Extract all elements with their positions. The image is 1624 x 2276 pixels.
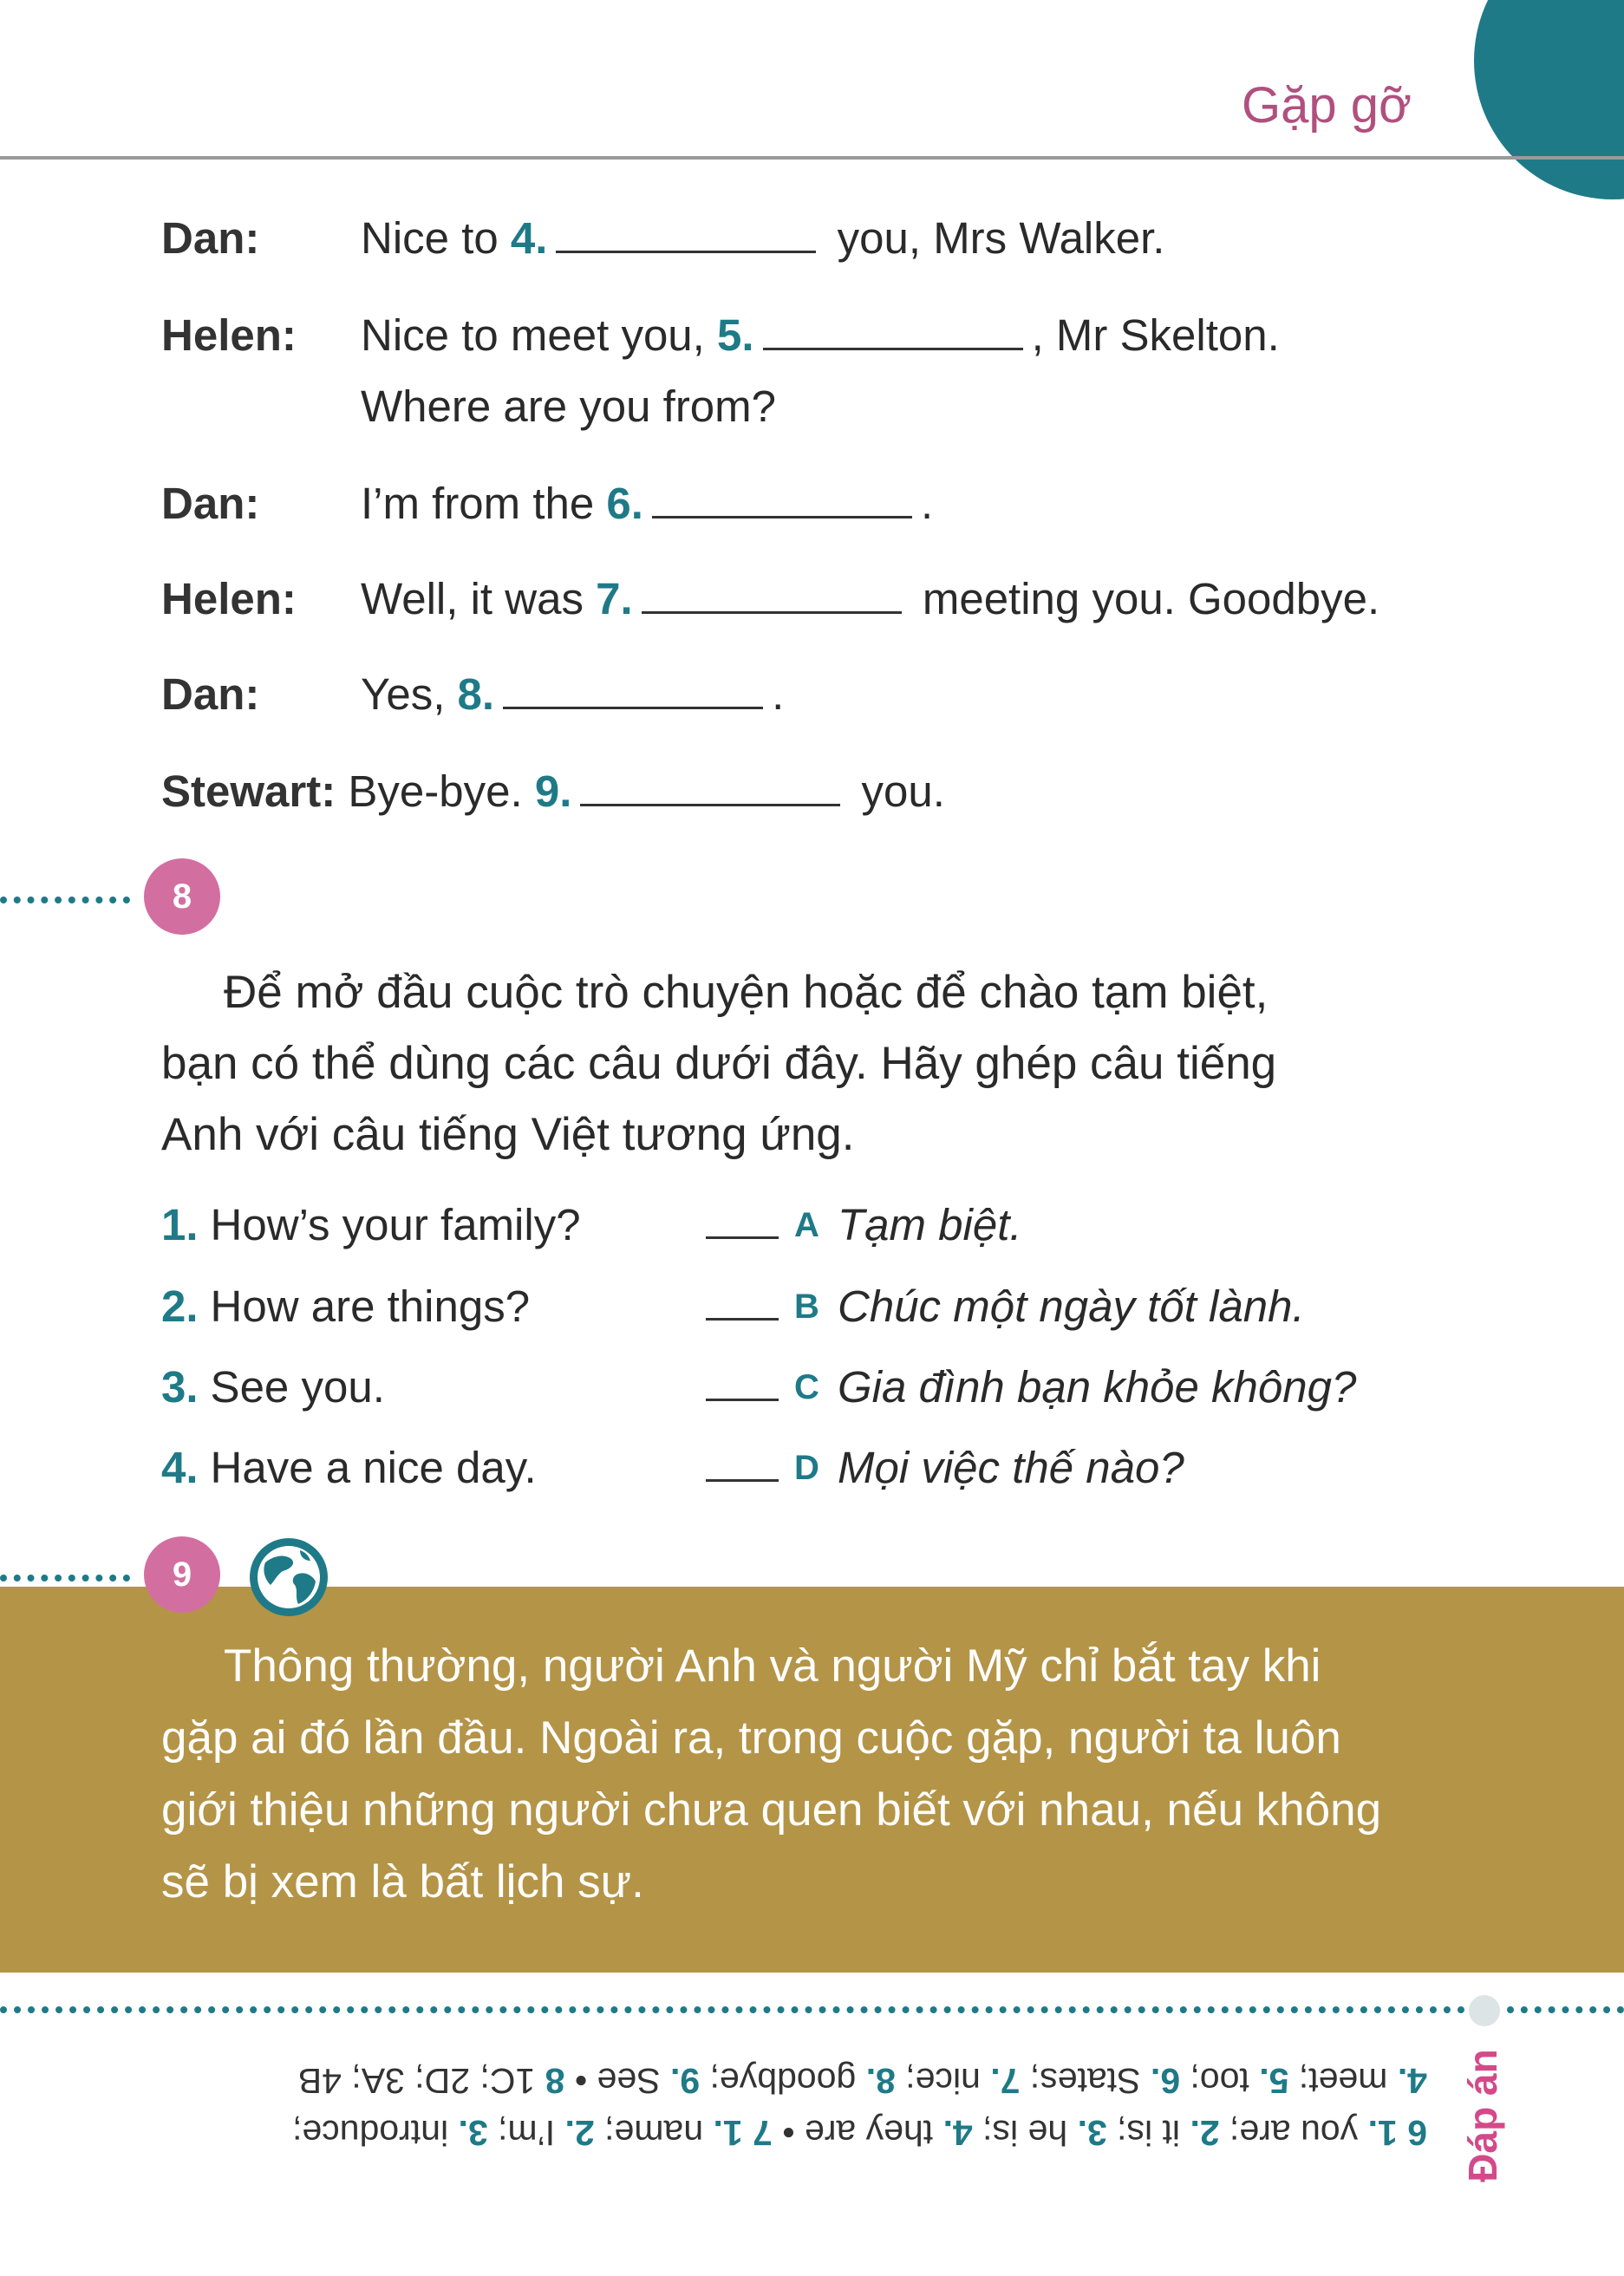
- answer-number: 4.: [942, 2113, 973, 2153]
- match-letter: D: [794, 1449, 819, 1487]
- answer-line: [248, 2055, 1427, 2107]
- tip-line: giới thiệu những người chưa quen biết với nhau, nếu không: [161, 1784, 1382, 1836]
- match-english: How’s your family?: [210, 1200, 581, 1249]
- answer-text: meet;: [1288, 2061, 1398, 2101]
- match-number: 3.: [161, 1362, 199, 1412]
- match-vietnamese: Tạm biệt.: [838, 1200, 1022, 1249]
- tip-line-text: Thông thường, người Anh và người Mỹ chỉ bắt tay khi: [224, 1640, 1321, 1692]
- answer-number: 8: [545, 2061, 565, 2101]
- instruction-text: Để mở đầu cuộc trò chuyện hoặc để chào tạm biệt,: [224, 967, 1269, 1018]
- dialogue-line: [161, 564, 1379, 635]
- match-blank[interactable]: [706, 1479, 779, 1482]
- dialogue-speaker: Dan:: [161, 479, 260, 528]
- answer-number: 2.: [1190, 2113, 1220, 2153]
- match-item: [161, 1186, 1514, 1264]
- dialogue-text-before: Bye-bye.: [336, 766, 535, 816]
- dialogue-text-after: meeting you. Goodbye.: [910, 574, 1380, 623]
- dialogue-line: [161, 203, 1164, 274]
- page-title: Gặp gỡ: [1241, 77, 1412, 134]
- dialogue-speaker: Helen:: [161, 310, 297, 360]
- answer-divider: [1507, 2006, 1624, 2013]
- answer-number: 6: [1407, 2113, 1427, 2153]
- match-vietnamese: Mọi việc thế nào?: [838, 1443, 1184, 1492]
- match-item: [161, 1429, 1514, 1507]
- answer-text: he is;: [972, 2113, 1078, 2153]
- answer-blank[interactable]: [652, 490, 912, 518]
- match-blank[interactable]: [706, 1399, 779, 1401]
- tip-line: [161, 1630, 1514, 1702]
- instruction-line: [161, 957, 1514, 1028]
- answer-text: introduce;: [292, 2113, 459, 2153]
- answer-number: 9.: [669, 2061, 701, 2101]
- answer-text: nice;: [895, 2061, 991, 2101]
- match-english: How are things?: [210, 1281, 531, 1331]
- answer-number: 3.: [1077, 2113, 1107, 2153]
- match-english: See you.: [210, 1362, 385, 1412]
- answer-text: See •: [564, 2061, 670, 2101]
- dialogue-text-after: .: [920, 479, 934, 528]
- answer-blank[interactable]: [763, 322, 1023, 350]
- answer-key: [248, 2055, 1427, 2159]
- corner-decoration: [1474, 0, 1624, 199]
- dialogue-speaker: Dan:: [161, 213, 260, 263]
- answer-number: 6.: [1150, 2061, 1181, 2101]
- answer-label: [1439, 2046, 1526, 2185]
- section-dots: [0, 897, 130, 903]
- dialogue-text-before: I’m from the: [361, 479, 607, 528]
- dialogue-text-after: you.: [849, 766, 945, 816]
- answer-number: 4.: [1397, 2061, 1427, 2101]
- dialogue-text-after: you, Mrs Walker.: [825, 213, 1165, 263]
- answer-divider: [0, 2006, 1465, 2013]
- answer-text: goodbye;: [700, 2061, 866, 2101]
- answer-text: [743, 2113, 753, 2153]
- answer-text: I’m;: [487, 2113, 565, 2153]
- match-blank[interactable]: [706, 1318, 779, 1321]
- blank-number: 4.: [510, 213, 548, 263]
- blank-number: 7.: [596, 574, 633, 623]
- match-item: [161, 1348, 1514, 1426]
- answer-text: you are;: [1219, 2113, 1368, 2153]
- match-letter: B: [794, 1288, 819, 1326]
- answer-text: 1C; 2D; 3A; 4B: [297, 2061, 545, 2101]
- tip-text: [161, 1630, 1514, 1918]
- match-blank[interactable]: [706, 1236, 779, 1239]
- answer-blank[interactable]: [503, 681, 763, 709]
- dialogue-line: [161, 300, 1280, 371]
- match-english: Have a nice day.: [210, 1443, 537, 1492]
- answer-text: it is;: [1106, 2113, 1190, 2153]
- divider-dot: [1469, 1995, 1500, 2026]
- match-letter: C: [794, 1368, 819, 1406]
- answer-number: 7.: [990, 2061, 1021, 2101]
- dialogue-text-before: Nice to: [361, 213, 511, 263]
- dialogue-speaker: Stewart:: [161, 766, 336, 816]
- tip-line: sẽ bị xem là bất lịch sự.: [161, 1856, 644, 1908]
- match-vietnamese: Chúc một ngày tốt lành.: [838, 1281, 1305, 1331]
- blank-number: 9.: [534, 766, 572, 816]
- answer-number: 5.: [1259, 2061, 1289, 2101]
- exercise-badge: 9: [144, 1536, 220, 1613]
- answer-text: [1398, 2113, 1407, 2153]
- answer-number: 7: [753, 2113, 773, 2153]
- dialogue-speaker: Helen:: [161, 574, 297, 623]
- dialogue-speaker: Dan:: [161, 669, 260, 719]
- answer-number: 3.: [458, 2113, 488, 2153]
- answer-line: [248, 2107, 1427, 2159]
- blank-number: 6.: [606, 479, 643, 528]
- dialogue-text-after: .: [772, 669, 785, 719]
- answer-text: States;: [1020, 2061, 1151, 2101]
- match-item: [161, 1268, 1514, 1346]
- tip-line: gặp ai đó lần đầu. Ngoài ra, trong cuộc gặp, người ta luôn: [161, 1712, 1341, 1764]
- instruction-line: Anh với câu tiếng Việt tương ứng.: [161, 1109, 855, 1160]
- dialogue-text-continued: Where are you from?: [361, 382, 777, 431]
- blank-number: 8.: [457, 669, 495, 719]
- answer-text: they are •: [772, 2113, 943, 2153]
- exercise-instruction: [161, 957, 1514, 1171]
- dialogue-text-before: Yes,: [361, 669, 458, 719]
- answer-number: 8.: [865, 2061, 896, 2101]
- answer-blank[interactable]: [642, 585, 902, 614]
- answer-number: 1.: [1367, 2113, 1398, 2153]
- dialogue-text-before: Nice to meet you,: [361, 310, 718, 360]
- dialogue-line: [161, 756, 945, 827]
- match-number: 1.: [161, 1200, 199, 1249]
- answer-blank[interactable]: [556, 225, 816, 253]
- globe-icon: [248, 1536, 329, 1618]
- answer-number: 1.: [713, 2113, 743, 2153]
- answer-blank[interactable]: [580, 778, 840, 806]
- match-number: 2.: [161, 1281, 199, 1331]
- dialogue-text-after: , Mr Skelton.: [1031, 310, 1280, 360]
- answer-number: 2.: [564, 2113, 595, 2153]
- blank-number: 5.: [717, 310, 754, 360]
- exercise-badge: 8: [144, 858, 220, 935]
- answer-text: name;: [594, 2113, 714, 2153]
- match-number: 4.: [161, 1443, 199, 1492]
- culture-tip-box: [0, 1587, 1624, 1973]
- instruction-line: bạn có thể dùng các câu dưới đây. Hãy ghép câu tiếng: [161, 1038, 1277, 1089]
- answer-text: too;: [1180, 2061, 1260, 2101]
- header-divider: [0, 156, 1624, 160]
- dialogue-line: [161, 659, 784, 730]
- section-dots: [0, 1575, 130, 1581]
- match-letter: A: [794, 1206, 819, 1244]
- answer-label-text: Đáp án: [1460, 2049, 1505, 2182]
- dialogue-line: [161, 468, 933, 539]
- match-vietnamese: Gia đình bạn khỏe không?: [838, 1362, 1357, 1412]
- dialogue-text-before: Well, it was: [361, 574, 597, 623]
